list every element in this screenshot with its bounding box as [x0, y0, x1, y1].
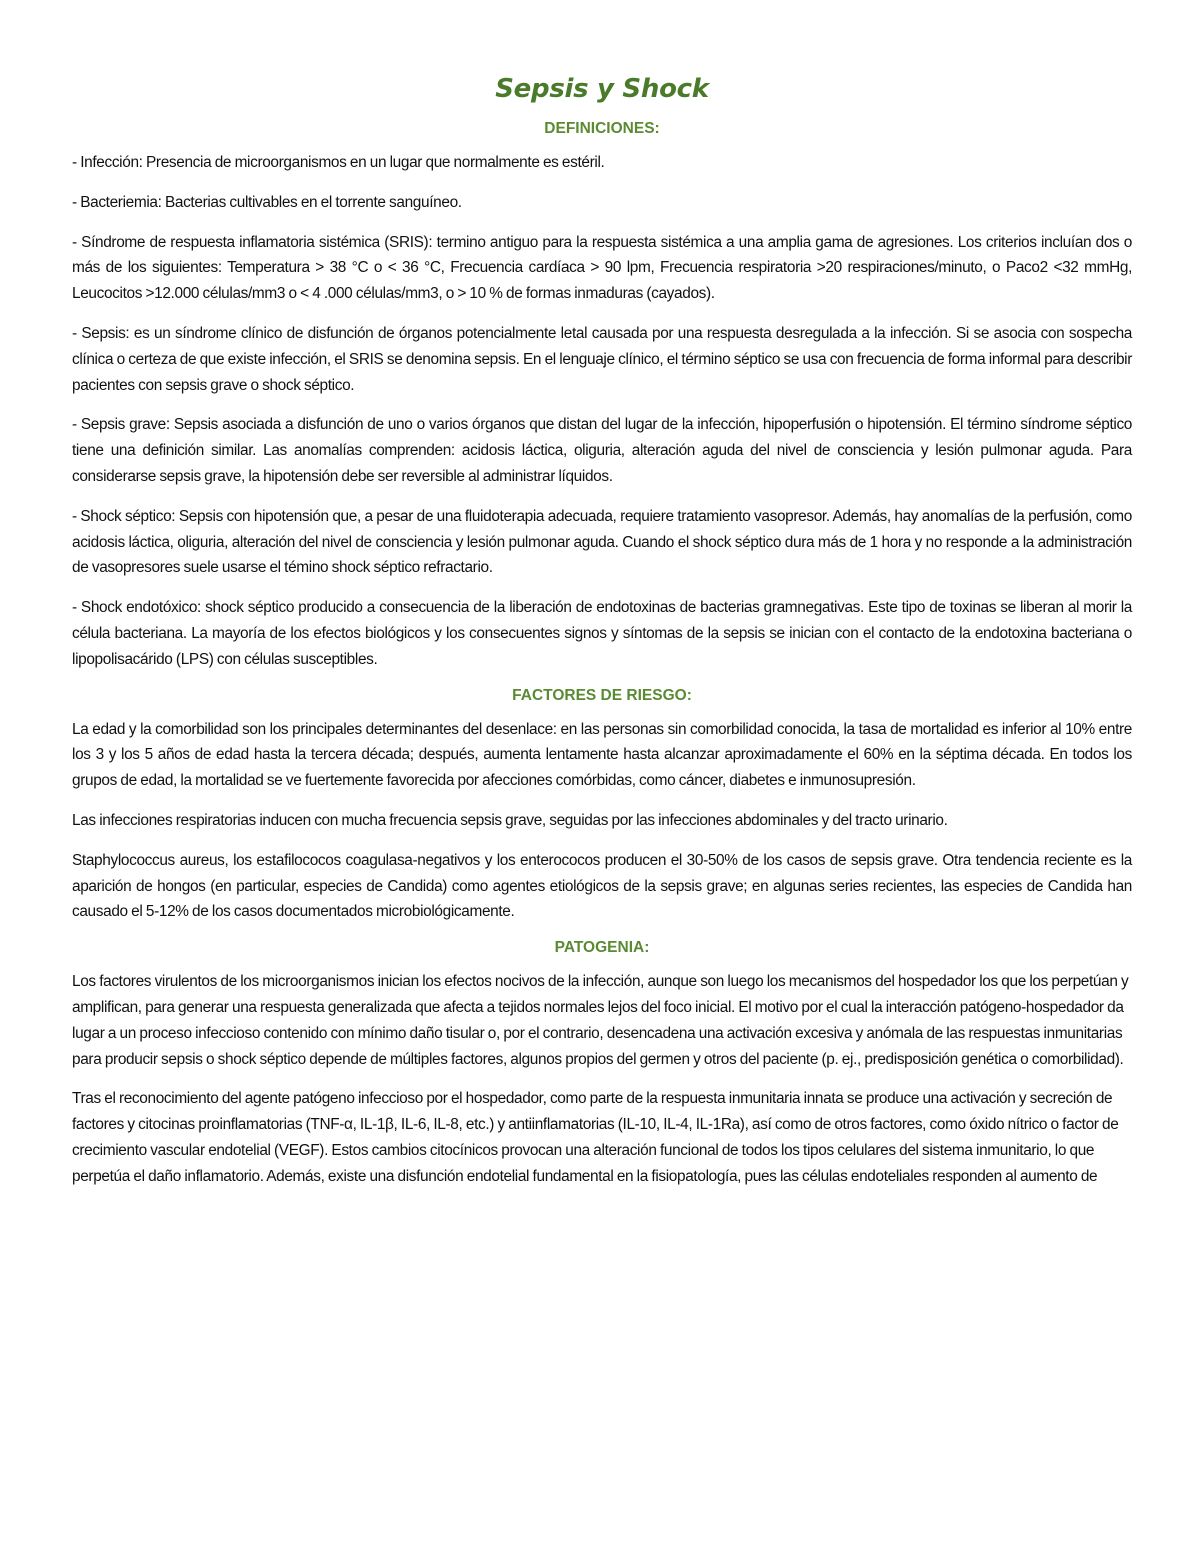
paragraph-shock-septico: - Shock séptico: Sepsis con hipotensión que, a pesar de una fluidoterapia adecuada, requiere tratamiento vasopresor. Además, hay anomalías de la perfusión, como acidosis láctica, oliguria, alteración del nivel de consciencia y lesión pulmonar aguda. Cuando el shock séptico dura más de 1 hora y no responde a la administración de vasopresores suele usarse el témino shock séptico refractario.	[72, 507, 1132, 577]
section-heading-patogenia: PATOGENIA:	[554, 939, 650, 957]
paragraph-shock-endotoxico: - Shock endotóxico: shock séptico producido a consecuencia de la liberación de endotoxinas de bacterias gramnegativas. Este tipo de toxinas se liberan al morir la célula bacteriana. La mayoría de los efectos biológicos y los consecuentes signos y síntomas de la sepsis se inician con el contacto de la endotoxina bacteriana o lipopolisacárido (LPS) con células susceptibles.	[72, 599, 1132, 668]
document-title: Sepsis y Shock	[495, 74, 709, 104]
paragraph-sris: - Síndrome de respuesta inflamatoria sistémica (SRIS): termino antiguo para la respuesta sistémica a una amplia gama de agresiones. Los criterios incluían dos o más de los siguientes: Temperatura > 38 °C o < 36 °C, Frecuencia cardíaca > 90 lpm, Frecuencia respiratoria >20 respiraciones/minuto, o Paco2 <32 mmHg, Leucocitos >12.000 células/mm3 o < 4 .000 células/mm3, o > 10 % de formas inmaduras (cayados).	[72, 233, 1132, 303]
paragraph-factores-infecciones: Las infecciones respiratorias inducen con mucha frecuencia sepsis grave, seguidas por las infecciones abdominales y del tracto urinario.	[72, 811, 948, 829]
paragraph-patogenia-factores: Los factores virulentos de los microorganismos inician los efectos nocivos de la infección, aunque son luego los mecanismos del hospedador los que los perpetúan y amplifican, para generar una respuesta generalizada que afecta a tejidos normales lejos del foco inicial. El motivo por el cual la interacción patógeno-hospedador da lugar a un proceso infeccioso contenido con mínimo daño tisular o, por el contrario, desencadena una activación excesiva y anómala de las respuestas inmunitarias para producir sepsis o shock séptico depende de múltiples factores, algunos propios del germen y otros del paciente (p. ej., predisposición genética o comorbilidad).	[72, 973, 1129, 1068]
paragraph-factores-edad: La edad y la comorbilidad son los principales determinantes del desenlace: en las personas sin comorbilidad conocida, la tasa de mortalidad es inferior al 10% entre los 3 y los 5 años de edad hasta la tercera década; después, aumenta lentamente hasta alcanzar aproximadamente el 60% en la séptima década. En todos los grupos de edad, la mortalidad se ve fuertemente favorecida por afecciones comórbidas, como cáncer, diabetes e inmunosupresión.	[72, 720, 1132, 790]
paragraph-sepsis: - Sepsis: es un síndrome clínico de disfunción de órganos potencialmente letal causada por una respuesta desregulada a la infección. Si se asocia con sospecha clínica o certeza de que existe infección, el SRIS se denomina sepsis. En el lenguaje clínico, el término séptico se usa con frecuencia de forma informal para describir pacientes con sepsis grave o shock séptico.	[72, 324, 1132, 394]
paragraph-factores-staphylococcus: Staphylococcus aureus, los estafilococos coagulasa-negativos y los enterococos producen el 30-50% de los casos de sepsis grave. Otra tendencia reciente es la aparición de hongos (en particular, especies de Candida) como agentes etiológicos de la sepsis grave; en algunas series recientes, las especies de Candida han causado el 5-12% de los casos documentados microbiológicamente.	[72, 851, 1132, 921]
section-heading-factores: FACTORES DE RIESGO:	[512, 686, 692, 704]
paragraph-patogenia-reconocimiento: Tras el reconocimiento del agente patógeno infeccioso por el hospedador, como parte de la respuesta inmunitaria innata se produce una activación y secreción de factores y citocinas proinflamatorias (TNF-α, IL-1β, IL-6, IL-8, etc.) y antiinflamatorias (IL-10, IL-4, IL-1Ra), así como de otros factores, como óxido nítrico o factor de crecimiento vascular endotelial (VEGF). Estos cambios citocínicos provocan una alteración funcional de todos los tipos celulares del sistema inmunitario, lo que perpetúa el daño inflamatorio. Además, existe una disfunción endotelial fundamental en la fisiopatología, pues las células endoteliales responden al aumento de	[72, 1090, 1119, 1185]
paragraph-bacteriemia: - Bacteriemia: Bacterias cultivables en el torrente sanguíneo.	[72, 193, 462, 211]
paragraph-sepsis-grave: - Sepsis grave: Sepsis asociada a disfunción de uno o varios órganos que distan del lugar de la infección, hipoperfusión o hipotensión. El término síndrome séptico tiene una definición similar. Las anomalías comprenden: acidosis láctica, oliguria, alteración aguda del nivel de consciencia y lesión pulmonar aguda. Para considerarse sepsis grave, la hipotensión debe ser reversible al administrar líquidos.	[72, 416, 1132, 485]
section-heading-definiciones: DEFINICIONES:	[544, 120, 660, 137]
paragraph-infeccion: - Infección: Presencia de microorganismos en un lugar que normalmente es estéril.	[72, 154, 605, 171]
